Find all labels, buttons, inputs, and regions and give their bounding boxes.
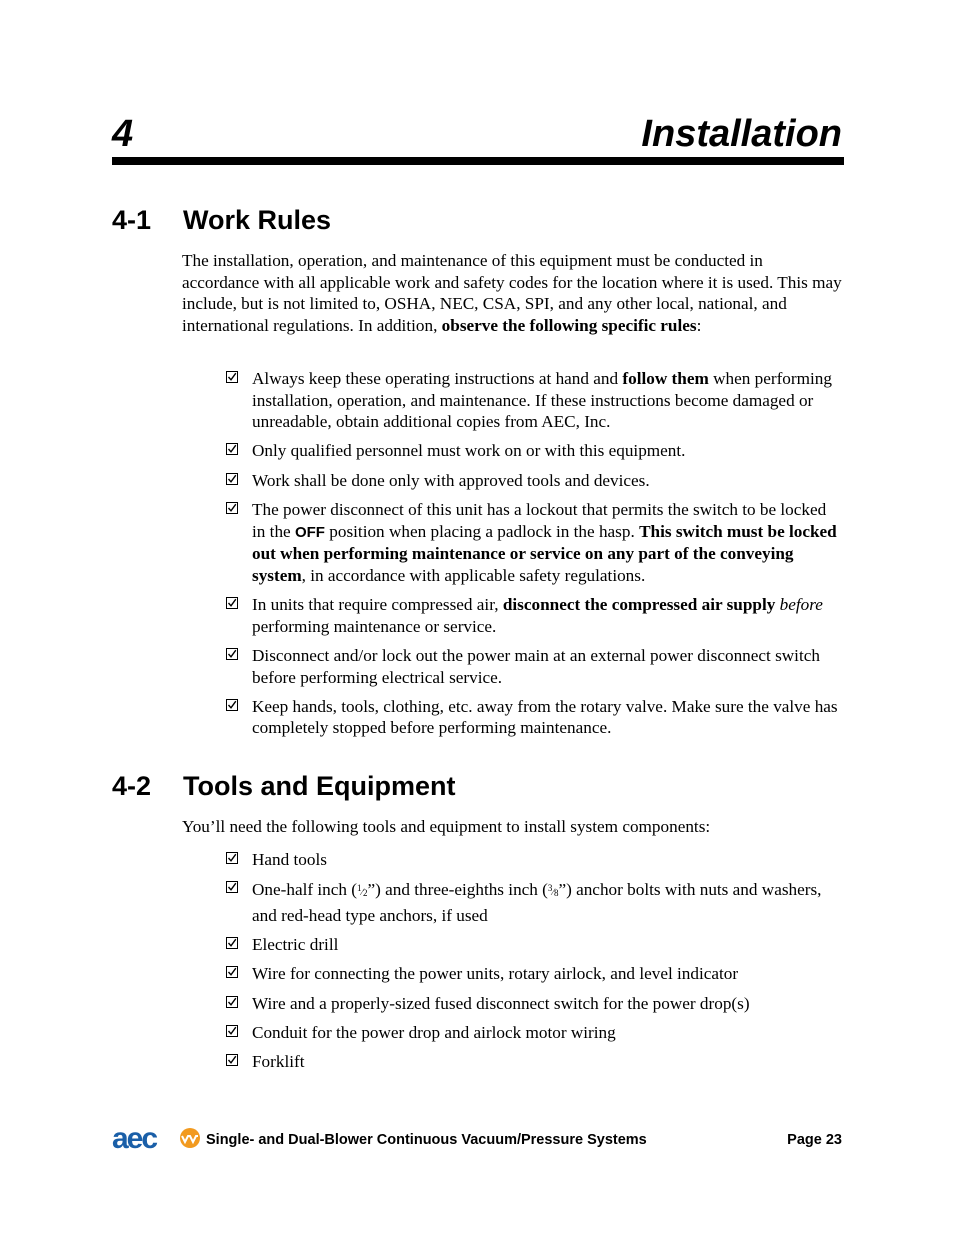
checkbox-checked-icon [226, 502, 238, 514]
checkbox-checked-icon [226, 881, 238, 893]
checkbox-checked-icon [226, 699, 238, 711]
list-item: Wire and a properly-sized fused disconnect switch for the power drop(s) [226, 993, 842, 1015]
list-item: Always keep these operating instructions at hand and follow them when performing installation, operation, and maintenance. If these instructions become damaged or unreadable, obtain additional copies from AEC, Inc. [226, 368, 842, 433]
list-item: Disconnect and/or lock out the power main at an external power disconnect switch before performing electrical service. [226, 645, 842, 688]
checkbox-checked-icon [226, 996, 238, 1008]
section-heading-tools [112, 769, 456, 803]
checkbox-checked-icon [226, 852, 238, 864]
logo-text: aec [112, 1124, 157, 1152]
checkbox-checked-icon [226, 597, 238, 609]
section-heading-work-rules [112, 203, 331, 237]
list-item: Hand tools [226, 849, 842, 871]
list-item: One-half inch $(^1⁄_2”)$ and three-eighths inch $(^3⁄_8”)$ anchor bolts with nuts and washers, and red-head type anchors, if used [226, 878, 842, 926]
chapter-number: 4 [112, 113, 134, 155]
checkbox-checked-icon [226, 966, 238, 978]
checkbox-checked-icon [226, 648, 238, 660]
list-item: Work shall be done only with approved tools and devices. [226, 470, 842, 492]
tools-intro: You’ll need the following tools and equipment to install system components: [182, 817, 711, 836]
list-item: Only qualified personnel must work on or with this equipment. [226, 440, 842, 462]
list-item: Forklift [226, 1051, 842, 1073]
fraction-three-eighths: $^3⁄_8$ [547, 883, 559, 899]
list-item: Wire for connecting the power units, rotary airlock, and level indicator [226, 963, 842, 985]
work-rules-list [226, 368, 842, 747]
chapter-header [112, 110, 842, 158]
checkbox-checked-icon [226, 443, 238, 455]
section-title: Work Rules [183, 205, 332, 235]
section-number: 4-2 [112, 771, 152, 801]
aec-logo-icon [112, 1124, 202, 1152]
chapter-rule [112, 157, 844, 165]
list-item: The power disconnect of this unit has a lockout that permits the switch to be locked in the OFF position when placing a padlock in the hasp. This switch must be locked out when performing maintenance or service on any part of the conveying system, in accordance with applicable safety regulations. [226, 499, 842, 586]
list-item: Keep hands, tools, clothing, etc. away from the rotary valve. Make sure the valve has completely stopped before performing maintenance. [226, 696, 842, 739]
page-number: Page 23 [787, 1132, 842, 1148]
page-footer [112, 1124, 842, 1154]
checkbox-checked-icon [226, 473, 238, 485]
section-number: 4-1 [112, 205, 152, 235]
checkbox-checked-icon [226, 937, 238, 949]
checkbox-checked-icon [226, 371, 238, 383]
footer-document-title: Single- and Dual-Blower Continuous Vacuum/Pressure Systems [206, 1132, 647, 1148]
chapter-title: Installation [641, 113, 842, 155]
list-item: Electric drill [226, 934, 842, 956]
fraction-one-half: $^1⁄_2$ [357, 883, 368, 899]
checkbox-checked-icon [226, 1025, 238, 1037]
tools-list [226, 849, 842, 1081]
checkbox-checked-icon [226, 1054, 238, 1066]
section-title: Tools and Equipment [183, 771, 456, 801]
list-item: In units that require compressed air, disconnect the compressed air supply before performing maintenance or service. [226, 594, 842, 637]
work-rules-intro: The installation, operation, and maintenance of this equipment must be conducted in accordance with all applicable work and safety codes for the location where it is used. This may include, but is not limited to, OSHA, NEC, CSA, SPI, and any other local, national, and international regulations. In addition, observe the following specific rules: [182, 251, 842, 335]
list-item: Conduit for the power drop and airlock motor wiring [226, 1022, 842, 1044]
